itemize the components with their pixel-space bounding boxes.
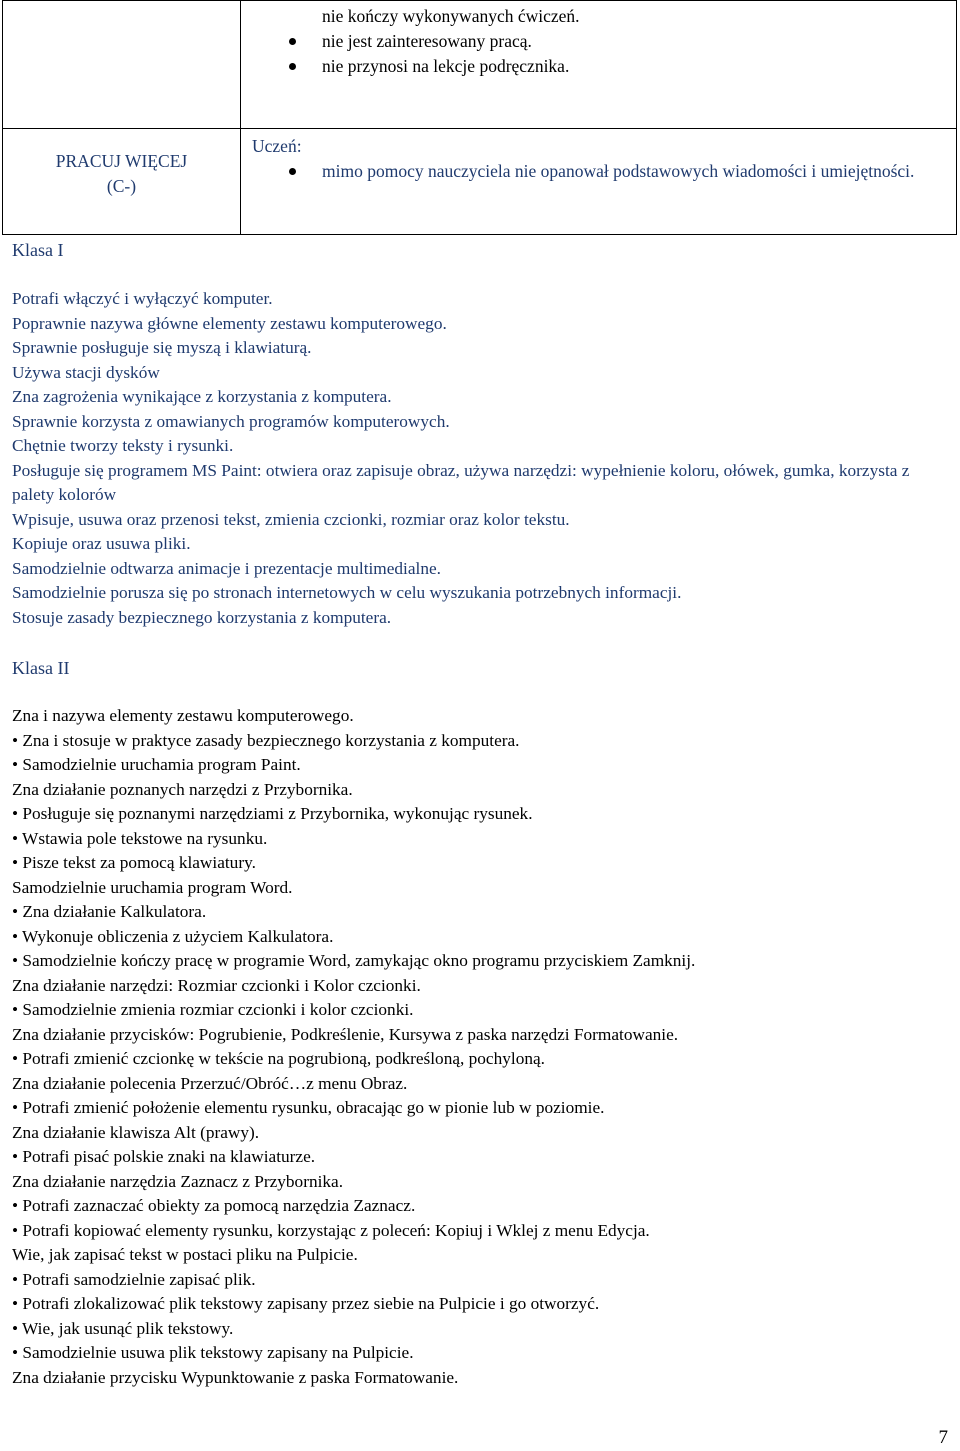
table-cell [241, 129, 957, 235]
list-item: Samodzielnie odtwarza animacje i prezentacje multimedialne. [12, 558, 441, 578]
page-number: 7 [938, 1427, 948, 1448]
list-item: Samodzielnie uruchamia program Word. [12, 877, 293, 897]
list-item: • Potrafi samodzielnie zapisać plik. [12, 1269, 256, 1289]
list-item: Zna działanie narzędzia Zaznacz z Przybornika. [12, 1171, 344, 1191]
list-item: Sprawnie posługuje się myszą i klawiaturą. [12, 338, 312, 357]
list-item: Posługuje się programem MS Paint: otwiera oraz zapisuje obraz, używa narzędzi: wypełnienie koloru, ołówek, gumka, korzysta z palety kolorów [12, 460, 910, 504]
list-item: Kopiuje oraz usuwa pliki. [12, 534, 191, 553]
list-item: Stosuje zasady bezpiecznego korzystania z komputera. [12, 607, 392, 627]
list-item: • Potrafi zmienić położenie elementu rysunku, obracając go w pionie lub w poziomie. [12, 1098, 605, 1117]
student-intro: Uczeń: [252, 136, 302, 156]
grade-cell [3, 129, 241, 235]
list-item: Zna działanie przycisku Wypunktowanie z paska Formatowanie. [12, 1367, 459, 1387]
grade-criteria-table [2, 0, 957, 235]
list-item: Zna działanie narzędzi: Rozmiar czcionki i Kolor czcionki. [12, 975, 421, 995]
list-item: • Wykonuje obliczenia z użyciem Kalkulatora. [12, 926, 334, 946]
list-item: • Potrafi zaznaczać obiekty za pomocą narzędzia Zaznacz. [12, 1196, 416, 1215]
list-item: • Posługuje się poznanymi narzędziami z Przybornika, wykonując rysunek. [12, 804, 533, 823]
list-item: Poprawnie nazywa główne elementy zestawu komputerowego. [12, 313, 447, 333]
list-item: Sprawnie korzysta z omawianych programów komputerowych. [12, 411, 450, 431]
list-item: • Potrafi pisać polskie znaki na klawiaturze. [12, 1147, 316, 1166]
list-item: Zna działanie polecenia Przerzuć/Obróć…z menu Obraz. [12, 1073, 408, 1093]
list-item: Używa stacji dysków [12, 362, 160, 382]
list-item: Zna działanie klawisza Alt (prawy). [12, 1122, 260, 1142]
list-item: Zna działanie poznanych narzędzi z Przybornika. [12, 779, 353, 799]
klasa-2-requirements [12, 704, 942, 1390]
list-item: Zna i nazywa elementy zestawu komputerowego. [12, 706, 354, 725]
list-item: • Samodzielnie kończy pracę w programie Word, zamykając okno programu przyciskiem Zamknij. [12, 951, 696, 970]
list-item: • Samodzielnie usuwa plik tekstowy zapisany na Pulpicie. [12, 1343, 414, 1362]
list-item: • Potrafi kopiować elementy rysunku, korzystając z poleceń: Kopiuj i Wklej z menu Edycja. [12, 1220, 650, 1240]
grade-label: PRACUJ WIĘCEJ [55, 151, 188, 171]
criteria-list [241, 4, 956, 79]
list-item: nie przynosi na lekcje podręcznika. [322, 54, 956, 79]
criteria-list [252, 159, 956, 184]
list-item: mimo pomocy nauczyciela nie opanował podstawowych wiadomości i umiejętności. [322, 159, 948, 184]
list-item: • Potrafi zlokalizować plik tekstowy zapisany przez siebie na Pulpicie i go otworzyć. [12, 1294, 600, 1313]
table-row [3, 1, 957, 129]
table-row [3, 129, 957, 235]
list-item: nie jest zainteresowany pracą. [322, 29, 956, 54]
table-cell-empty [3, 1, 241, 129]
list-item: • Zna i stosuje w praktyce zasady bezpiecznego korzystania z komputera. [12, 730, 520, 750]
section-heading-klasa-2: Klasa II [12, 658, 70, 678]
grade-code: (C-) [106, 176, 137, 196]
list-item: • Pisze tekst za pomocą klawiatury. [12, 853, 256, 872]
list-item: • Potrafi zmienić czcionkę w tekście na pogrubioną, podkreśloną, pochyloną. [12, 1049, 545, 1068]
list-item: • Zna działanie Kalkulatora. [12, 902, 207, 921]
section-heading-klasa-1: Klasa I [12, 240, 64, 260]
list-item: Wpisuje, usuwa oraz przenosi tekst, zmienia czcionki, rozmiar oraz kolor tekstu. [12, 509, 570, 529]
list-item: Zna zagrożenia wynikające z korzystania z komputera. [12, 387, 392, 406]
list-item: • Wstawia pole tekstowe na rysunku. [12, 828, 268, 848]
list-item: Wie, jak zapisać tekst w postaci pliku na Pulpicie. [12, 1245, 358, 1264]
list-item: Potrafi włączyć i wyłączyć komputer. [12, 289, 273, 308]
list-item: Zna działanie przycisków: Pogrubienie, Podkreślenie, Kursywa z paska narzędzi Formatowanie. [12, 1024, 679, 1044]
list-item: • Wie, jak usunąć plik tekstowy. [12, 1318, 234, 1338]
list-item: Samodzielnie porusza się po stronach internetowych w celu wyszukania potrzebnych informacji. [12, 583, 682, 602]
list-item: nie kończy wykonywanych ćwiczeń. [322, 6, 580, 26]
list-item: • Samodzielnie uruchamia program Paint. [12, 755, 301, 774]
list-item: • Samodzielnie zmienia rozmiar czcionki i kolor czcionki. [12, 1000, 414, 1019]
list-item: Chętnie tworzy teksty i rysunki. [12, 436, 234, 455]
table-cell [241, 1, 957, 129]
klasa-1-requirements [12, 287, 942, 630]
